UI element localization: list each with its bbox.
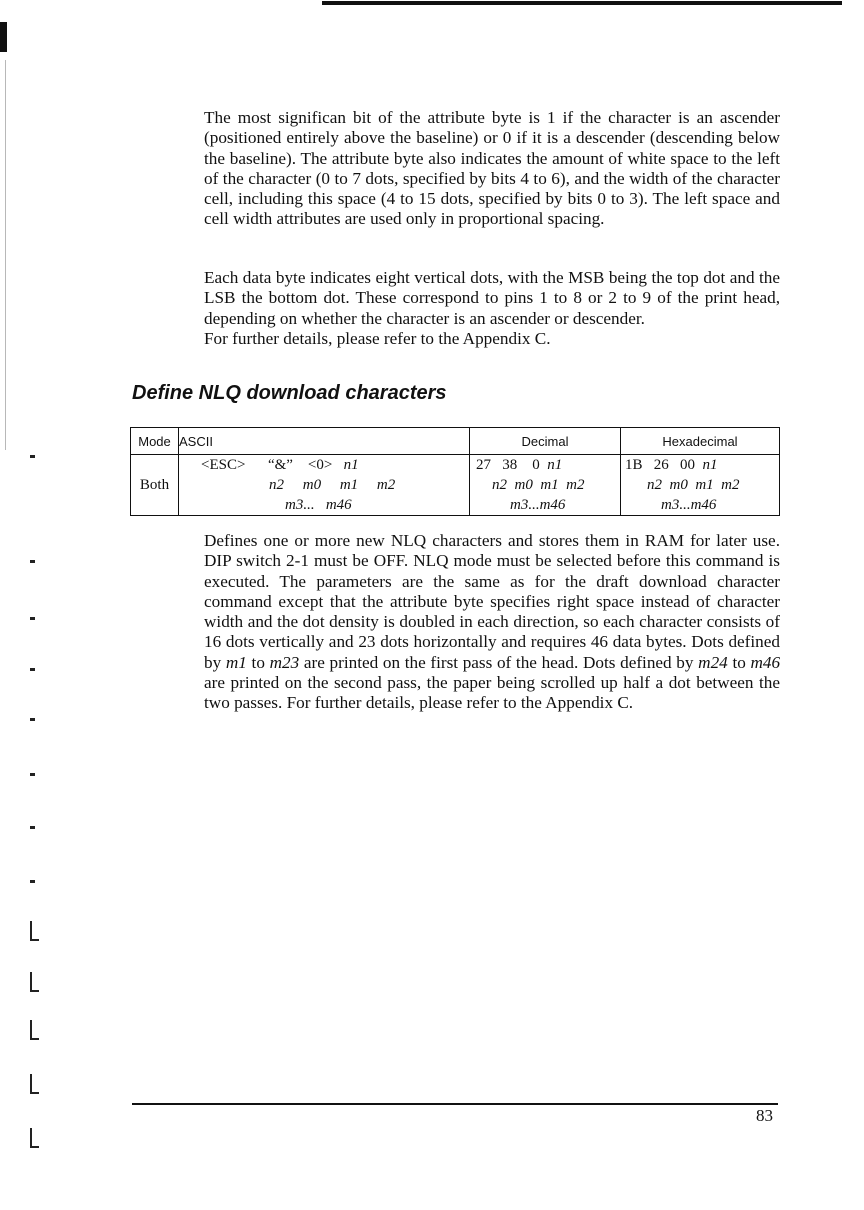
further-details-line: For further details, please refer to the Appendix C. [204, 328, 551, 348]
header-hex: Hexadecimal [621, 428, 780, 455]
edge-mark [30, 617, 35, 620]
ascii-line-2: n2 m0 m1 m2 [269, 477, 396, 493]
table-header-row [131, 428, 780, 455]
table-row [131, 455, 780, 516]
hex-line-2: n2 m0 m1 m2 [647, 477, 740, 493]
footer-rule [132, 1103, 778, 1105]
param-m23: m23 [269, 652, 300, 672]
ascii-cell [179, 455, 470, 516]
attribute-paragraph: The most significan bit of the attribute byte is 1 if the character is an ascender (positioned entirely above the baseline) or 0 if it is a descender (descending below the baseline). The attribute byte also indicates the amount of white space to the left of the character (0 to 7 dots, specified by bits 4 to 6), and the width of the character cell, including this space (4 to 15 dots, specified by bits 0 to 3). The left space and cell width attributes are used only in proportional spacing. [204, 108, 780, 229]
edge-mark [30, 455, 35, 458]
description-end: are printed on the second pass, the paper being scrolled up half a dot between the two passes. For further details, please refer to the Appendix C. [204, 673, 780, 713]
decimal-n1: n1 [547, 457, 563, 473]
ascii-n1: n1 [343, 457, 359, 473]
edge-bracket [30, 921, 39, 941]
edge-mark [30, 668, 35, 671]
command-table [130, 427, 780, 516]
decimal-cell [470, 455, 621, 516]
ascii-amp: “&” [267, 457, 293, 473]
param-m1: m1 [225, 652, 247, 672]
section-heading: Define NLQ download characters [132, 382, 447, 404]
ascii-line-3: m3... m46 [285, 497, 352, 513]
ascii-esc: <ESC> [201, 457, 246, 473]
ascii-line-1 [201, 455, 469, 475]
edge-mark [30, 880, 35, 883]
edge-bracket [30, 1074, 39, 1094]
ascii-zero: <0> [307, 457, 333, 473]
hex-cell [621, 455, 780, 516]
mode-cell: Both [131, 455, 179, 516]
description-text: Defines one or more new NLQ characters and stores them in RAM for later use. DIP switch 2-1 must be OFF. NLQ mode must be selected before this command is executed. The parameters are the same as for the draft download character command except that the attribute byte specifies right space instead of character width and the dot density is doubled in each direction, so each character consists of 16 dots vertically and 23 dots horizontally and requires 46 data bytes. Dots defined by [204, 531, 780, 672]
decimal-line-2: n2 m0 m1 m2 [492, 477, 585, 493]
edge-mark [30, 826, 35, 829]
decimal-line-3: m3...m46 [510, 497, 566, 513]
decimal-nums: 27 38 0 [476, 457, 540, 473]
edge-bracket [30, 972, 39, 992]
description-to-1: to [251, 652, 265, 672]
edge-mark [30, 773, 35, 776]
header-ascii: ASCII [179, 428, 470, 455]
binding-mark [0, 22, 7, 52]
header-mode: Mode [131, 428, 179, 455]
decimal-line-1 [476, 455, 620, 475]
hex-nums: 1B 26 00 [625, 457, 696, 473]
data-byte-block [204, 268, 780, 349]
description-mid: are printed on the first pass of the head. Dots defined by [303, 652, 694, 672]
description-to-2: to [732, 652, 746, 672]
hex-line-1 [625, 455, 779, 475]
data-byte-paragraph: Each data byte indicates eight vertical dots, with the MSB being the top dot and the LSB the bottom dot. These correspond to pins 1 to 8 or 2 to 9 of the print head, depending on whether the character is an ascender or descender. [204, 268, 780, 328]
page-edge-line [5, 60, 6, 450]
page-number: 83 [756, 1106, 773, 1125]
edge-bracket [30, 1020, 39, 1040]
hex-line-3: m3...m46 [661, 497, 717, 513]
edge-bracket [30, 1128, 39, 1148]
edge-mark [30, 560, 35, 563]
edge-mark [30, 718, 35, 721]
description-paragraph [204, 531, 780, 714]
param-m46: m46 [750, 652, 781, 672]
top-rule [322, 1, 842, 5]
hex-n1: n1 [702, 457, 718, 473]
header-decimal: Decimal [470, 428, 621, 455]
param-m24: m24 [698, 652, 728, 672]
